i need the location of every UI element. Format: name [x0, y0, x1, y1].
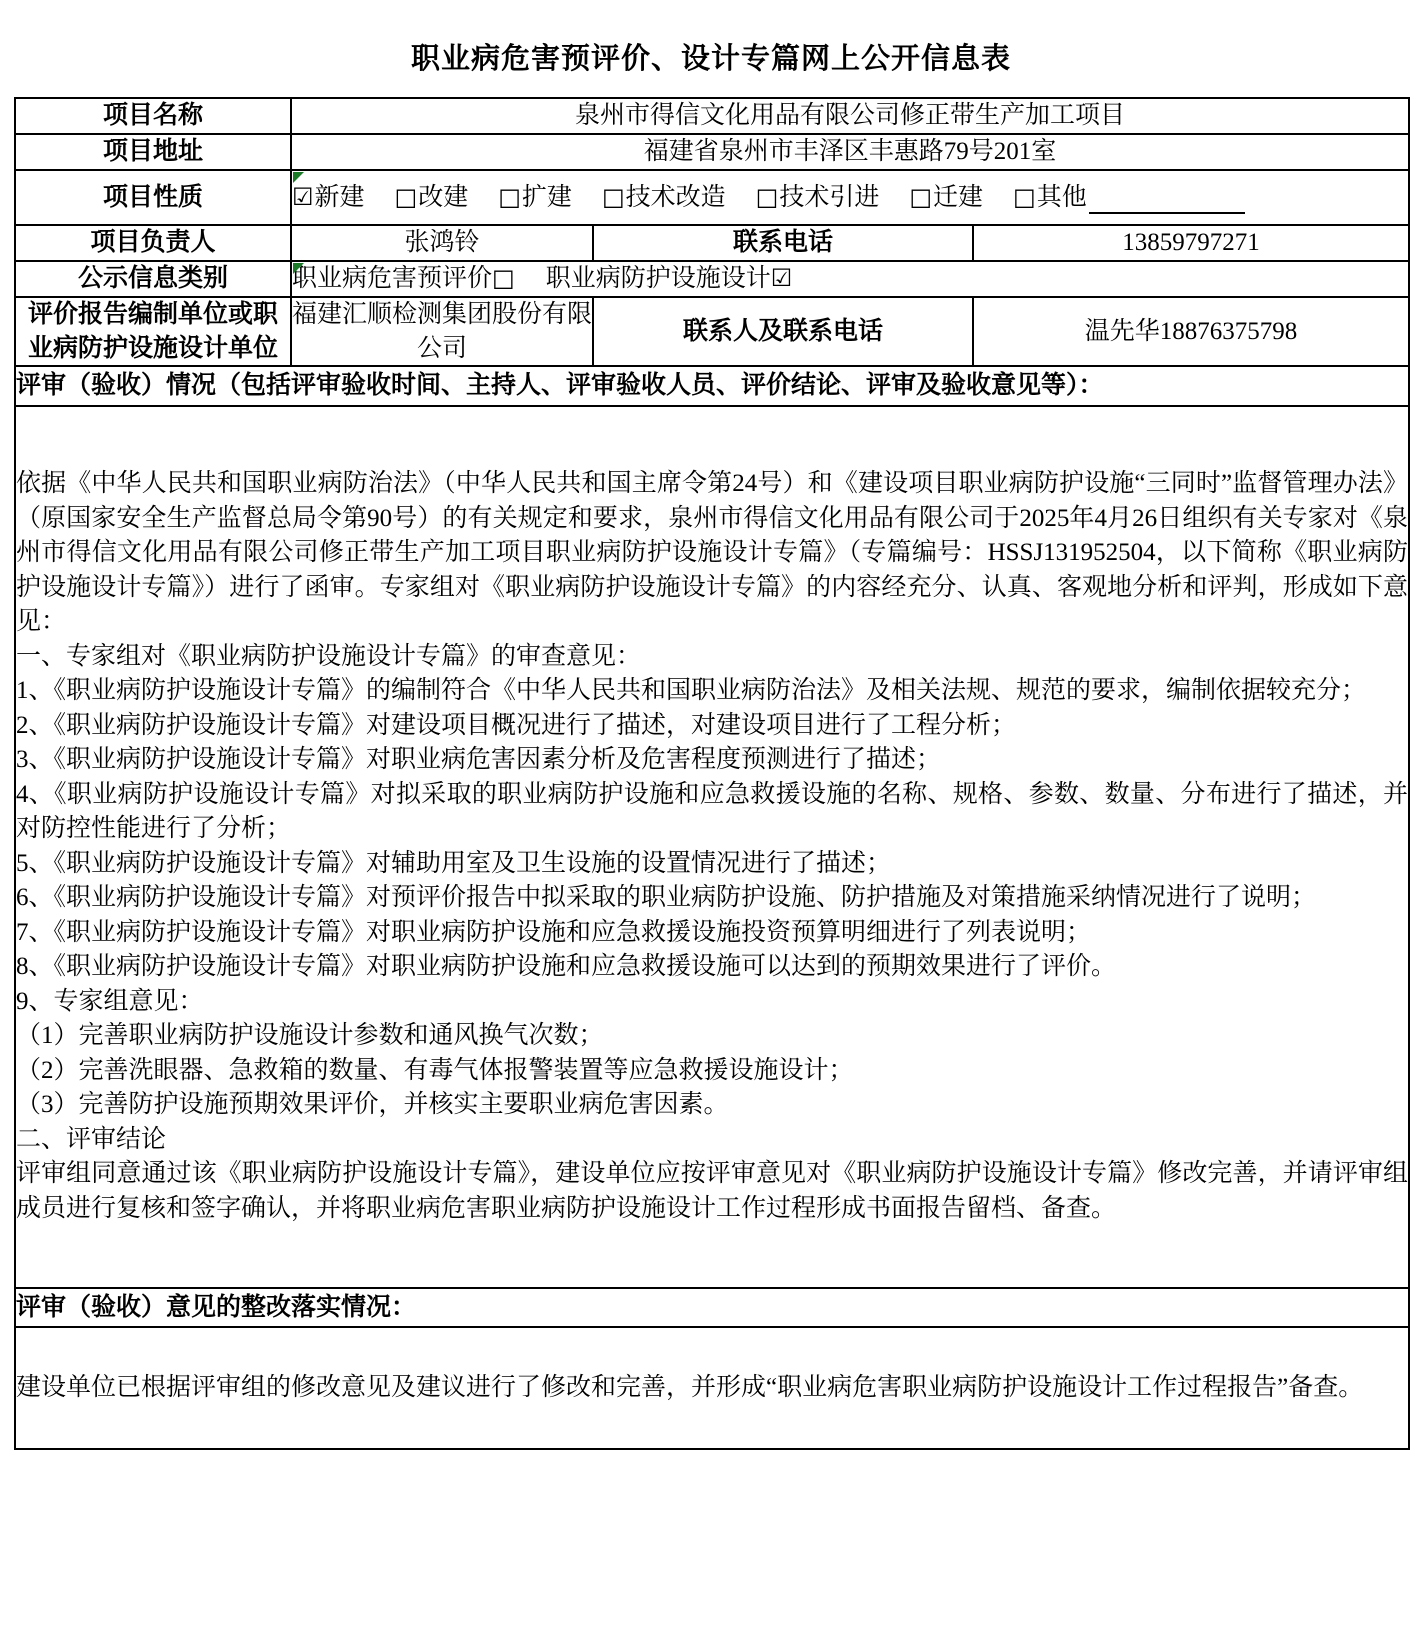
nature-checkbox-group [292, 181, 1408, 215]
row-disclosure-type [15, 261, 1409, 297]
nature-option-label: 新建 [314, 183, 365, 211]
disclosure-option-preassessment[interactable] [292, 262, 516, 296]
review-paragraph: 3、《职业病防护设施设计专篇》对职业病危害因素分析及危害程度预测进行了描述； [16, 746, 942, 774]
contact-person-value: 温先华18876375798 [973, 297, 1409, 367]
contact-phone-value: 13859797271 [973, 225, 1409, 261]
review-paragraph: 5、《职业病防护设施设计专篇》对辅助用室及卫生设施的设置情况进行了描述； [16, 849, 892, 877]
review-paragraph: 4、《职业病防护设施设计专篇》对拟采取的职业病防护设施和应急救援设施的名称、规格、参数、数量、分布进行了描述，并对防控性能进行了分析； [16, 780, 1409, 843]
project-address-value: 福建省泉州市丰泽区丰惠路79号201室 [291, 134, 1409, 170]
review-paragraph: 一、专家组对《职业病防护设施设计专篇》的审查意见： [16, 642, 642, 670]
checkbox-icon[interactable]: □ [1013, 182, 1036, 211]
checkbox-icon[interactable]: □ [394, 182, 418, 211]
review-paragraph: 7、《职业病防护设施设计专篇》对职业病防护设施和应急救援设施投资预算明细进行了列表说明； [16, 918, 1092, 946]
contact-person-label: 联系人及联系电话 [593, 297, 973, 367]
nature-option-label: 技术改造 [625, 183, 726, 211]
row-project-name [15, 98, 1409, 134]
report-unit-label: 评价报告编制单位或职业病防护设施设计单位 [15, 297, 291, 367]
project-nature-label: 项目性质 [15, 170, 291, 226]
disclosure-option-label: 职业病危害预评价 [292, 265, 493, 292]
review-paragraph: 9、专家组意见： [16, 987, 204, 1015]
review-section-body [15, 406, 1409, 1288]
nature-option-rebuild[interactable] [395, 181, 469, 215]
nature-option-label: 扩建 [521, 183, 572, 211]
review-paragraph: 二、评审结论 [16, 1125, 167, 1153]
nature-option-label: 改建 [418, 183, 469, 211]
disclosure-option-facility-design[interactable] [546, 262, 794, 296]
row-rectification-header [15, 1288, 1409, 1328]
nature-option-new[interactable] [292, 181, 365, 215]
project-name-label: 项目名称 [15, 98, 291, 134]
report-unit-value: 福建汇顺检测集团股份有限公司 [291, 297, 593, 367]
disclosure-type-options [291, 261, 1409, 297]
comment-marker-icon [293, 263, 304, 274]
other-fill-in-line[interactable] [1089, 190, 1245, 214]
row-project-leader [15, 225, 1409, 261]
nature-option-relocate[interactable] [909, 181, 983, 215]
nature-option-label: 迁建 [933, 183, 984, 211]
review-paragraph: 8、《职业病防护设施设计专篇》对职业病防护设施和应急救援设施可以达到的预期效果进行了评价。 [16, 953, 1117, 981]
checkbox-icon[interactable]: □ [755, 182, 779, 211]
project-name-value: 泉州市得信文化用品有限公司修正带生产加工项目 [291, 98, 1409, 134]
row-project-nature [15, 170, 1409, 226]
review-paragraph: 6、《职业病防护设施设计专篇》对预评价报告中拟采取的职业病防护设施、防护措施及对策措施采纳情况进行了说明； [16, 884, 1317, 912]
nature-option-label: 技术引进 [779, 183, 880, 211]
nature-option-tech-upgrade[interactable] [602, 181, 726, 215]
checkbox-checked-icon[interactable]: ☑ [770, 264, 793, 292]
row-review-body [15, 406, 1409, 1288]
row-rectification-body [15, 1327, 1409, 1449]
contact-phone-label: 联系电话 [593, 225, 973, 261]
review-paragraph: （3）完善防护设施预期效果评价，并核实主要职业病危害因素。 [16, 1091, 729, 1119]
checkbox-icon[interactable]: □ [498, 182, 521, 211]
rectification-section-body [15, 1327, 1409, 1449]
review-paragraph: 2、《职业病防护设施设计专篇》对建设项目概况进行了描述，对建设项目进行了工程分析； [16, 711, 1017, 739]
rectification-paragraph: 建设单位已根据评审组的修改意见及建议进行了修改和完善，并形成“职业病危害职业病防护设施设计工作过程报告”备查。 [16, 1374, 1364, 1401]
checkbox-icon[interactable]: □ [492, 264, 515, 292]
disclosure-checkbox-group [292, 262, 1408, 296]
nature-option-expand[interactable] [498, 181, 572, 215]
disclosure-option-label: 职业病防护设施设计 [545, 265, 771, 292]
row-review-header [15, 366, 1409, 406]
review-paragraph: （1）完善职业病防护设施设计参数和通风换气次数； [16, 1022, 604, 1050]
review-section-header: 评审（验收）情况（包括评审验收时间、主持人、评审验收人员、评价结论、评审及验收意见等）： [15, 366, 1409, 406]
review-paragraph: （2）完善洗眼器、急救箱的数量、有毒气体报警装置等应急救援设施设计； [16, 1056, 854, 1084]
nature-option-tech-import[interactable] [756, 181, 880, 215]
disclosure-type-label: 公示信息类别 [15, 261, 291, 297]
checkbox-icon[interactable]: □ [601, 182, 625, 211]
page-title: 职业病危害预评价、设计专篇网上公开信息表 [410, 43, 1011, 75]
comment-marker-icon [293, 172, 304, 183]
project-address-label: 项目地址 [15, 134, 291, 170]
checkbox-icon[interactable]: □ [909, 182, 933, 211]
info-table [14, 97, 1410, 1450]
nature-option-other[interactable] [1013, 181, 1245, 215]
review-paragraph: 1、《职业病防护设施设计专篇》的编制符合《中华人民共和国职业病防治法》及相关法规、规范的要求，编制依据较充分； [16, 677, 1367, 705]
project-leader-value: 张鸿铃 [291, 225, 593, 261]
project-nature-options [291, 170, 1409, 226]
nature-option-label: 其他 [1036, 183, 1087, 211]
row-project-address [15, 134, 1409, 170]
review-paragraph: 评审组同意通过该《职业病防护设施设计专篇》，建设单位应按评审意见对《职业病防护设施设计专篇》修改完善，并请评审组成员进行复核和签字确认，并将职业病危害职业病防护设施设计工作过程形成书面报告留档、备查。 [16, 1160, 1409, 1222]
row-report-unit [15, 297, 1409, 367]
project-leader-label: 项目负责人 [15, 225, 291, 261]
review-paragraph: 依据《中华人民共和国职业病防治法》（中华人民共和国主席令第24号）和《建设项目职业病防护设施“三同时”监督管理办法》（原国家安全生产监督总局令第90号）的有关规定和要求，泉州市得信文化用品有限公司于2025年4月26日组织有关专家对《泉州市得信文化用品有限公司修正带生产加工项目职业病防护设施设计专篇》（专篇编号：HSSJ131952504，以下简称《职业病防护设施设计专篇》）进行了函审。专家组对《职业病防护设施设计专篇》的内容经充分、认真、客观地分析和评判，形成如下意见： [16, 470, 1409, 636]
rectification-section-header: 评审（验收）意见的整改落实情况： [15, 1288, 1409, 1328]
checkbox-checked-icon[interactable]: ☑ [292, 182, 314, 211]
